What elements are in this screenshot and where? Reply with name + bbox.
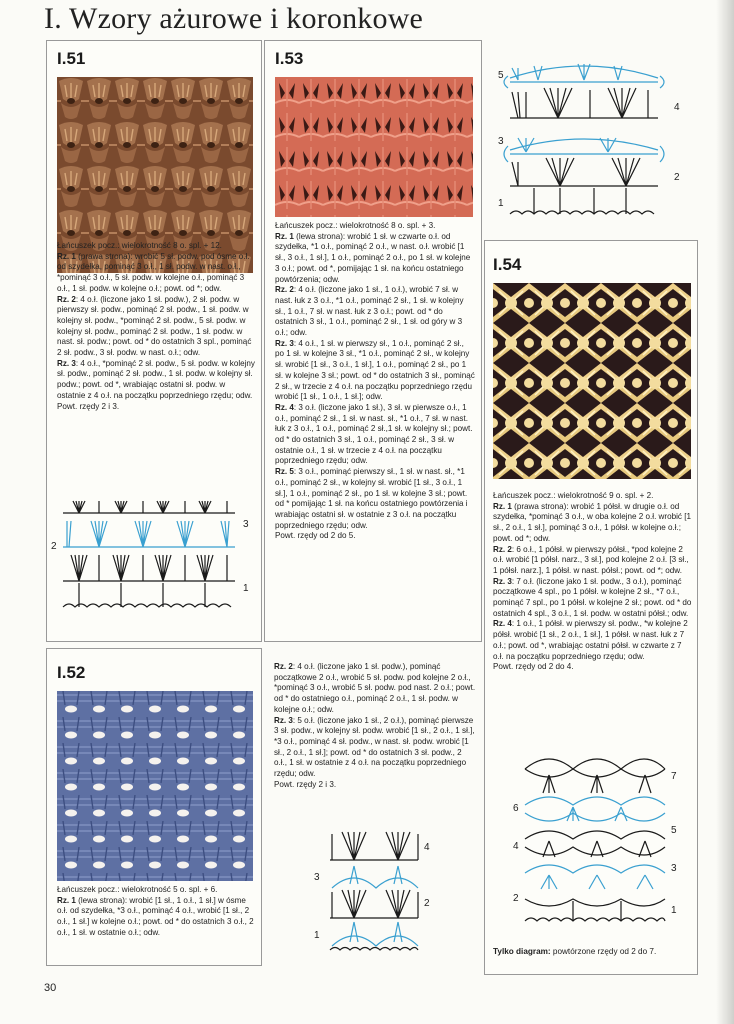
row-number: 1 xyxy=(498,198,504,209)
instruction-line: Rz. 4: 1 o.ł., 1 półsł. w pierwszy sł. podw., *w kolejne 2 półsł. wrobić [1 sł., 2 o.ł., 1 sł.], 1 półsł. w nast. łuk z 7 o.ł.; powt. od *, wrabiając ostatni półsł. w czwarte z 7 o.ł. na początku poprzedniego rzędu; odw. xyxy=(493,619,688,661)
instruction-line: Łańcuszek pocz.: wielokrotność 8 o. spl. + 3. xyxy=(275,221,436,230)
instruction-line: Rz. 3: 4 o.ł., *pominąć 2 sł. podw., 5 sł. podw. w kolejny sł. podw., pominąć 2 sł. podw., 1 sł. podw. w kolejny sł. podw.; powt. od *, wrabiając ostatni sł. podw. w ostatnie z 4 o.ł. na początku poprzedniego rzędu; odw. xyxy=(57,358,255,400)
instruction-line: Rz. 1 (prawa strona): wrobić 1 półsł. w drugie o.ł. od szydełka, *pominąć 3 o.ł., w oba kolejne 2 o.ł. wrobić [1 sł., 2 o.ł., 1 sł.], pominąć 3 o.ł., 1 półsł. w kolejne o.ł.; powt. od *; odw. xyxy=(493,501,691,543)
row-number: 7 xyxy=(671,771,677,782)
instruction-line: Rz. 2: 4 o.ł. (liczone jako 1 sł., 1 o.ł.), wrobić 7 sł. w nast. łuk z 3 o.ł., *1 o.ł., pominąć 2 sł., 1 sł. w kolejny sł., 1 o.ł., 7 sł. w nast. łuk z 3 o.ł.; powt. od * do ostatnich 3 sł., 1 o.ł., pominąć 2 sł., 1 sł. od góry w 3 o.ł.; odw. xyxy=(275,285,464,338)
row-number: 1 xyxy=(314,930,320,941)
row-number: 2 xyxy=(674,172,680,183)
row-number: 1 xyxy=(243,583,249,594)
instruction-line: Powt. rzędy od 2 do 5. xyxy=(275,531,356,541)
instruction-line: Łańcuszek pocz.: wielokrotność 9 o. spl. + 2. xyxy=(493,491,654,500)
instructions-i52-left xyxy=(57,885,255,939)
instruction-line: Powt. rzędy 2 i 3. xyxy=(57,401,120,411)
instruction-line: Powt. rzędy 2 i 3. xyxy=(274,779,337,789)
instruction-line: Łańcuszek pocz.: wielokrotność 5 o. spl. + 6. xyxy=(57,885,218,894)
row-number: 4 xyxy=(674,102,680,113)
row-number: 3 xyxy=(314,872,320,883)
instruction-line: Rz. 1 (lewa strona): wrobić [1 sł., 1 o.ł., 1 sł.] w ósme o.ł. od szydełka, *3 o.ł., pominąć 4 o.ł., wrobić [1 sł., 2 o.ł., 1 sł.] w kolejne o.ł.; powt. od * do ostatnich 3 o.ł., 2 o.ł., 1 sł. w ostatnie o.ł.; odw. xyxy=(57,895,254,937)
row-number: 3 xyxy=(498,136,504,147)
instruction-line: Rz. 1 (lewa strona): wrobić 1 sł. w czwarte o.ł. od szydełka, *1 o.ł., pominąć 2 o.ł., w nast. o.ł. wrobić [1 sł., 3 o.ł., 1 sł.], 1 o.ł., pominąć 2 o.ł., po 1 sł. w kolejne 3 o.ł.; powt. od *, pomijając 1 sł. na końcu ostatniego powtórzenia; odw. xyxy=(275,231,471,284)
page-title: I. Wzory ażurowe i koronkowe xyxy=(44,2,424,35)
row-number: 4 xyxy=(424,842,430,853)
instruction-line: Rz. 2: 4 o.ł. (liczone jako 1 sł. podw.), pominąć początkowe 2 o.ł., wrobić 5 sł. podw. pod kolejne 2 o.ł., *pominąć 3 o.ł., wrobić 5 sł. podw. pod nast. 2 o.ł.; powt. od * do ostatniego o.ł., pominąć 2 o.ł., 1 sł. podw. w kolejne o.ł.; odw. xyxy=(274,662,476,714)
row-number: 2 xyxy=(51,541,57,552)
instruction-line: Rz. 3: 7 o.ł. (liczone jako 1 sł. podw., 3 o.ł.), pominąć początkowe 4 spl., po 1 półsł. w kolejne 2 sł., *7 o.ł., pominąć 7 spl., po 1 półsł. w kolejne 2 sł.; powt. od * do ostatnich 4 spl., 3 o.ł., 1 sł. podw. w ostatni półsł.; odw. xyxy=(493,576,692,618)
row-number: 2 xyxy=(424,898,430,909)
instruction-line: Rz. 2: 4 o.ł. (liczone jako 1 sł. podw.), 2 sł. podw. w pierwszy sł. podw., pominąć 2 sł. podw., 1 sł. podw. w kolejny sł. podw., *pominąć 2 sł. podw., 5 sł. podw. w kolejny sł. podw., pominąć 2 sł. podw., 1 sł. podw. w nast. sł. podw.; powt. od * do ostatnich 3 spl., pominąć 2 sł. podw., 3 sł. podw. w nast. o.ł.; odw. xyxy=(57,294,252,358)
pattern-id-i51: I.51 xyxy=(57,49,86,68)
row-number: 4 xyxy=(513,841,519,852)
swatch-photo-i54 xyxy=(493,283,691,479)
row-number: 5 xyxy=(671,825,677,836)
row-number: 3 xyxy=(671,863,677,874)
instruction-line: Rz. 3: 5 o.ł. (liczone jako 1 sł., 2 o.ł.), pominąć pierwsze 3 sł. podw., w kolejny sł. podw. wrobić [1 sł., 2 o.ł., 1 sł.], *3 o.ł., pominąć 4 sł. podw., w nast. sł. podw. wrobić [1 sł., 2 o.ł., 1 sł.]; powt. od * do ostatnich 3 sł. podw., 2 o.ł., 1 sł. w ostatnie z 4 o.ł. na początku poprzedniego rzędu; odw. xyxy=(274,715,475,779)
chart-diagram-i54 xyxy=(519,749,669,933)
pattern-id-i53: I.53 xyxy=(275,49,304,68)
pattern-box-i51 xyxy=(46,40,262,642)
pattern-id-i54: I.54 xyxy=(493,255,522,274)
pattern-box-i53 xyxy=(264,40,482,642)
instruction-line: Powt. rzędy od 2 do 4. xyxy=(493,662,574,672)
instruction-line: Rz. 3: 4 o.ł., 1 sł. w pierwszy sł., 1 o.ł., pominąć 2 sł., po 1 sł. w kolejne 3 sł., *1 o.ł., pominąć 2 sł., w kolejny sł. wrobić [1 sł., 3 o.ł., 1 sł.], 1 o.ł., pominąć 2 sł., po 1 sł. w kolejne 3 sł.; powt. od * do ostatnich 3 sł., pominąć 2 sł., w trzecie z 4 o.ł. na początku poprzedniego rzędu wrobić [1 sł., 1 o.ł., 1 sł.]; odw. xyxy=(275,338,475,402)
chart-diagram-i52 xyxy=(326,826,422,960)
row-number: 6 xyxy=(513,803,519,814)
pattern-box-i54 xyxy=(484,240,698,975)
row-number: 2 xyxy=(513,893,519,904)
swatch-photo-i52 xyxy=(57,691,253,881)
chart-diagram-i53 xyxy=(498,58,670,224)
pattern-box-i52 xyxy=(46,648,262,966)
row-number: 5 xyxy=(498,70,504,81)
instruction-line: Rz. 2: 6 o.ł., 1 półsł. w pierwszy półsł., *pod kolejne 2 o.ł. wrobić [1 półsł. narz., 3 sł.], pod kolejne 2 o.ł. [3 sł., 1 półsł. narz.], 1 półsł. w nast. półsł.; powt. od *; odw. xyxy=(493,544,689,575)
instructions-i52-right xyxy=(274,662,476,790)
chart-diagram-i51 xyxy=(59,499,239,619)
page-number: 30 xyxy=(44,982,57,994)
instruction-line: Rz. 4: 3 o.ł. (liczone jako 1 sł.), 3 sł. w pierwsze o.ł., 1 o.ł., pominąć 2 sł., 1 sł. w nast. sł., *1 o.ł., 7 sł. w nast. łuk z 3 o.ł., 1 o.ł., pominąć 2 sł.,1 sł. w kolejny sł.; powt. od * do ostatnich 3 sł., 1 o.ł., pominąć 2 sł., 3 sł. w ostatnie o.ł., 1 sł. w trzecie z 4 o.ł. na początku poprzedniego rzędu; odw. xyxy=(275,402,473,466)
pattern-id-i52: I.52 xyxy=(57,663,86,682)
instruction-line: Łańcuszek pocz.: wielokrotność 8 o. spl. + 12. xyxy=(57,241,222,250)
instructions-i51 xyxy=(57,241,255,412)
diagram-note-i54: Tylko diagram: powtórzone rzędy od 2 do 7. xyxy=(493,947,657,956)
instructions-i54 xyxy=(493,491,693,673)
instruction-line: Rz. 1 (prawa strona): wrobić 5 sł. podw. pod ósme o.ł. od szydełka, pominąć 3 o.ł., 1 sł. podw. w nast. o.ł., *pominąć 3 o.ł., 5 sł. podw. w kolejne o.ł., pominąć 3 o.ł., 1 sł. podw. w kolejne o.ł.; powt. od *; odw. xyxy=(57,251,250,293)
swatch-photo-i53 xyxy=(275,77,473,217)
row-number: 3 xyxy=(243,519,249,530)
page-edge-shadow xyxy=(716,0,734,1024)
row-number: 1 xyxy=(671,905,677,916)
instruction-line: Rz. 5: 3 o.ł., pominąć pierwszy sł., 1 sł. w nast. sł., *1 o.ł., pominąć 2 sł., w kolejny sł. wrobić [1 sł., 3 o.ł., 1 sł.], 1 o.ł., pominąć 2 sł., po 1 sł. w kolejne 3 sł.; powt. od * pomijając 1 sł. na końcu ostatniego powtórzenia i wrabiając ostatni sł. w ostatnie z 3 o.ł. na początku poprzedniego rzędu; odw. xyxy=(275,467,468,530)
instructions-i53 xyxy=(275,221,475,542)
